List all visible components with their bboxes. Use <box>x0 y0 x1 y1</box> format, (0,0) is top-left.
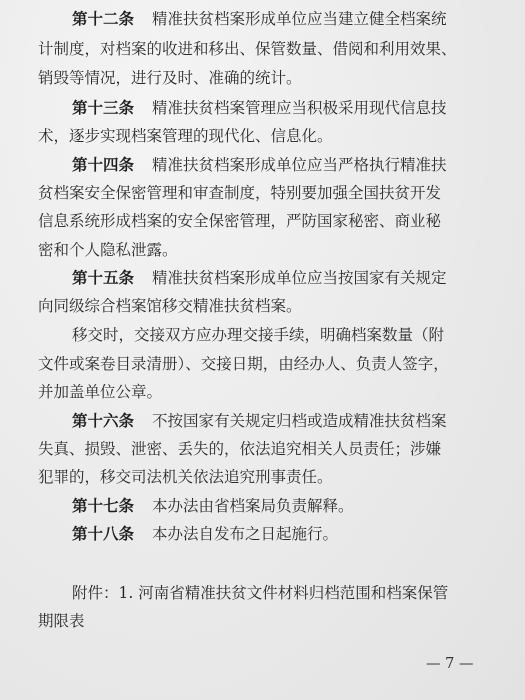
article-17-text-1: 本办法由省档案局负责解释。 <box>152 497 354 515</box>
article-14-line-4: 密和个人隐私泄露。 <box>38 241 178 259</box>
article-14-line-1 <box>72 155 447 175</box>
article-12-heading: 第十二条 <box>72 9 135 28</box>
transfer-para-line-3: 并加盖单位公章。 <box>38 383 163 401</box>
article-13-text-1: 精准扶贫档案管理应当积极采用现代信息技 <box>152 99 447 117</box>
article-13-heading: 第十三条 <box>72 98 135 117</box>
attachment-line-1: 附件：1. 河南省精准扶贫文件材料归档范围和档案保管 <box>72 584 449 602</box>
article-14-line-2: 贫档案安全保密管理和审查制度，特别要加强全国扶贫开发 <box>38 184 442 202</box>
article-16-heading: 第十六条 <box>72 411 135 430</box>
article-18-line-1 <box>72 524 338 544</box>
article-14-line-3: 信息系统形成档案的安全保密管理，严防国家秘密、商业秘 <box>38 212 442 230</box>
page-number: — 7 — <box>426 656 474 672</box>
article-12-line-3: 销毁等情况，进行及时、准确的统计。 <box>38 69 302 87</box>
article-18-text-1: 本办法自发布之日起施行。 <box>152 525 339 543</box>
article-15-line-2: 向同级综合档案馆移交精准扶贫档案。 <box>38 297 302 315</box>
article-15-heading: 第十五条 <box>72 268 135 287</box>
article-16-text-1: 不按国家有关规定归档或造成精准扶贫档案 <box>152 412 447 430</box>
article-17-line-1 <box>72 496 354 516</box>
transfer-para-line-1: 移交时，交接双方应办理交接手续，明确档案数量（附 <box>72 326 445 344</box>
article-16-line-2: 失真、损毁、泄密、丢失的，依法追究相关人员责任；涉嫌 <box>38 440 442 458</box>
article-12-line-1 <box>72 9 447 29</box>
article-14-text-1: 精准扶贫档案形成单位应当严格执行精准扶 <box>152 156 447 174</box>
article-12-line-2: 计制度，对档案的收进和移出、保管数量、借阅和利用效果、 <box>38 40 457 58</box>
article-14-heading: 第十四条 <box>72 155 135 174</box>
article-13-line-2: 术，逐步实现档案管理的现代化、信息化。 <box>38 127 333 145</box>
article-16-line-3: 犯罪的，移交司法机关依法追究刑事责任。 <box>38 468 333 486</box>
article-16-line-1 <box>72 411 447 431</box>
article-18-heading: 第十八条 <box>72 524 135 543</box>
transfer-para-line-2: 文件或案卷目录清册）、交接日期，由经办人、负责人签字， <box>38 355 449 373</box>
article-15-text-1: 精准扶贫档案形成单位应当按国家有关规定 <box>152 269 447 287</box>
article-17-heading: 第十七条 <box>72 496 135 515</box>
article-13-line-1 <box>72 98 447 118</box>
attachment-line-2: 期限表 <box>38 612 85 630</box>
article-15-line-1 <box>72 268 447 288</box>
article-12-text-1: 精准扶贫档案形成单位应当建立健全档案统 <box>152 10 447 28</box>
